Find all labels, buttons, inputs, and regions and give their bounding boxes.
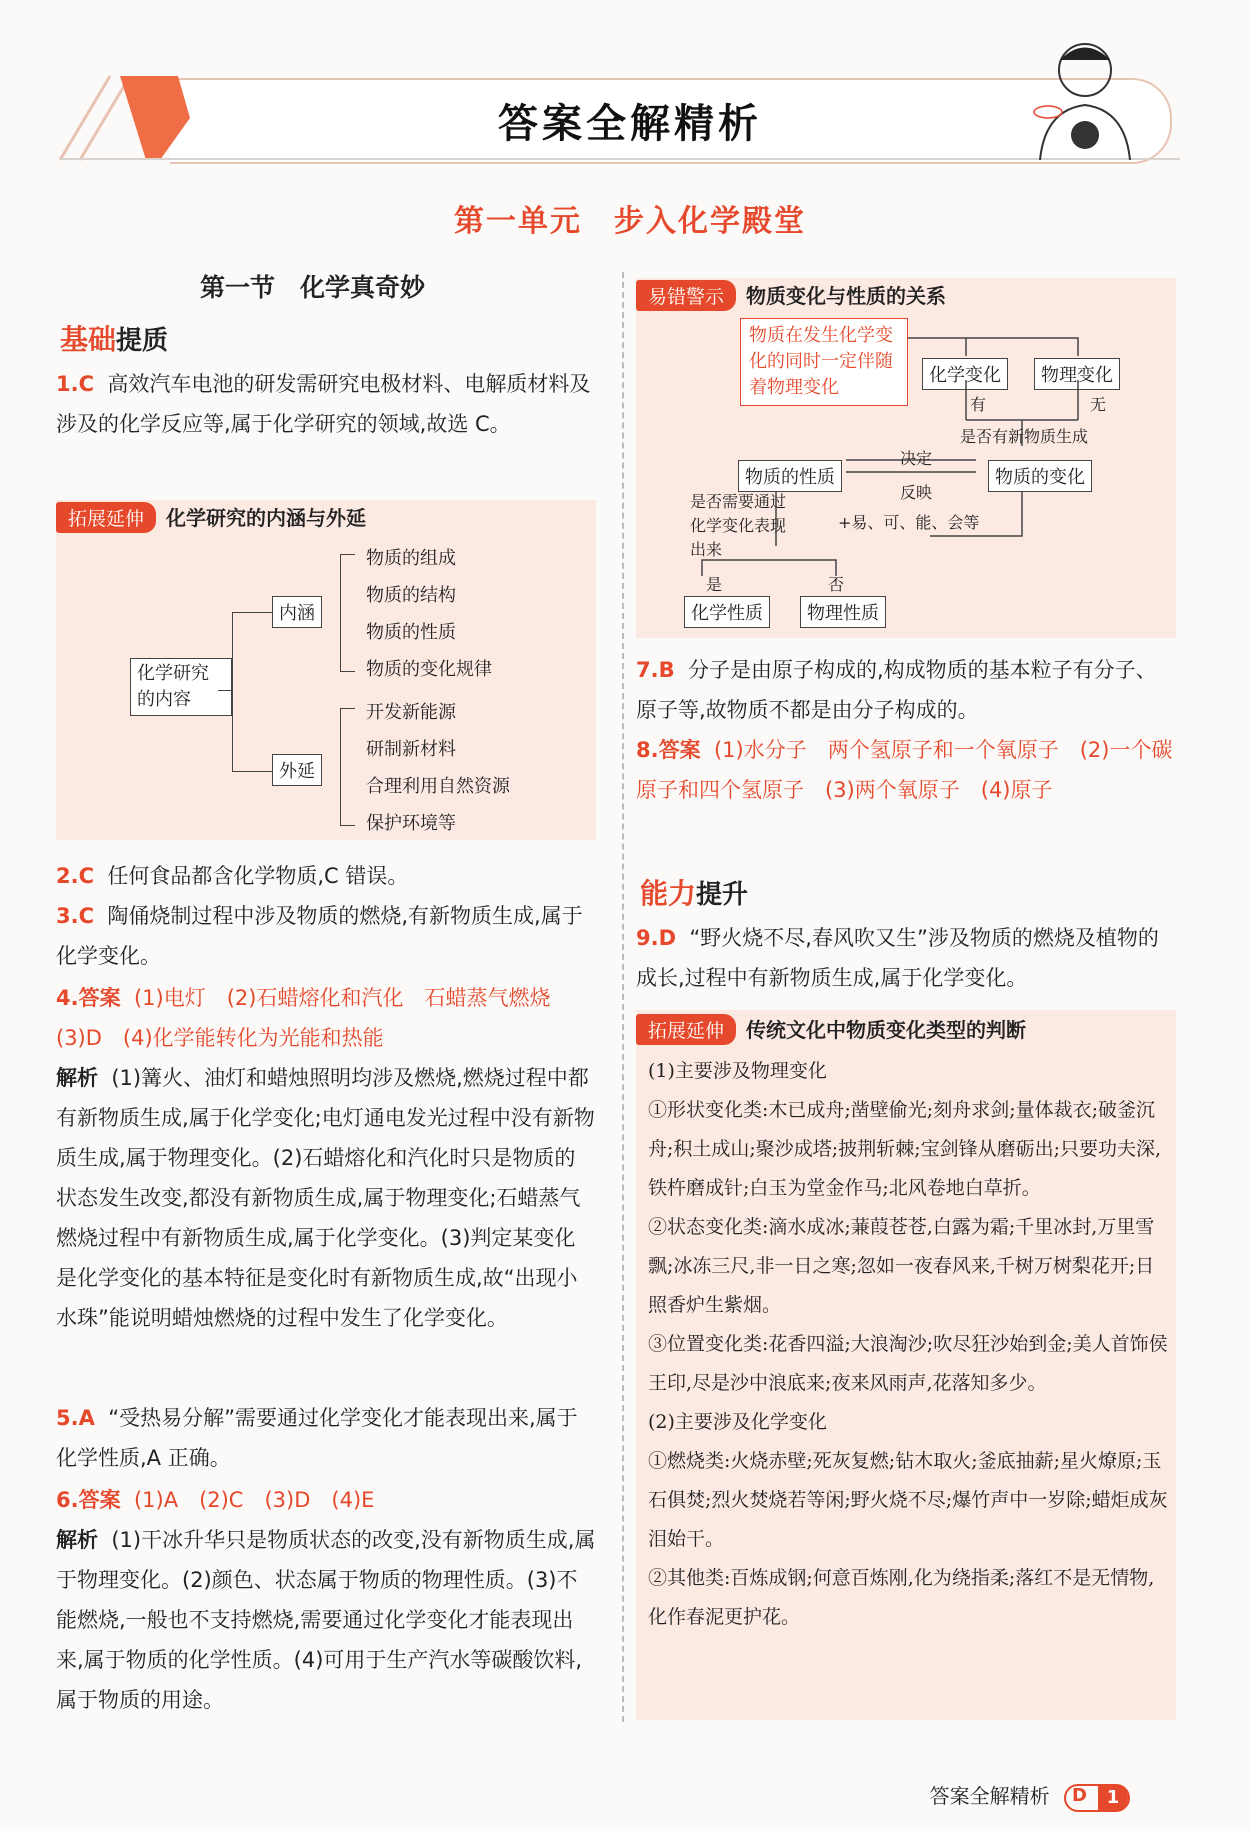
ability-heading-1: 能力 [640, 877, 697, 910]
ext2-header [636, 1014, 1026, 1045]
ext2-line: ②其他类:百炼成钢;何意百炼刚,化为绕指柔;落红不是无情物,化作春泥更护花。 [648, 1567, 1155, 1628]
ext1-title: 化学研究的内涵与外延 [166, 506, 367, 530]
warn-title: 物质变化与性质的关系 [746, 284, 947, 308]
q4-text: (1)篝火、油灯和蜡烛照明均涉及燃烧,燃烧过程中都有新物质生成,属于化学变化;电灯通电发光过程中没有新物质生成,属于物理变化。(2)石蜡熔化和汽化时只是物质的状态发生改变,都没有新物质生成,属于物理变化;石蜡蒸气燃烧过程中有新物质生成,属于化学变化。(3)判定某变化是化学变化的基本特征是变化时有新物质生成,故“出现小水珠”能说明蜡烛燃烧的过程中发生了化学变化。 [56, 1066, 595, 1330]
basic-heading [60, 318, 168, 358]
q3-num: 3.C [56, 904, 95, 928]
property-box: 物质的性质 [738, 460, 842, 492]
no-label: 否 [828, 575, 845, 594]
q7-num: 7.B [636, 658, 675, 682]
page-title: 答案全解精析 [498, 101, 762, 147]
q8-num: 8.答案 [636, 738, 701, 762]
q5-text: “受热易分解”需要通过化学变化才能表现出来,属于化学性质,A 正确。 [56, 1406, 578, 1470]
ext2-title: 传统文化中物质变化类型的判断 [746, 1018, 1027, 1042]
q8 [636, 730, 1176, 810]
tree-branch [232, 612, 273, 772]
tree-outer: 外延 [272, 754, 322, 786]
warn-header [636, 280, 946, 311]
q6-jx-label: 解析 [56, 1528, 98, 1552]
inner-item: 物质的性质 [366, 622, 456, 643]
tree-root: 化学研究的内容 [130, 658, 232, 716]
warn-redbox: 物质在发生化学变化的同时一定伴随着物理变化 [740, 318, 908, 406]
page-badge [1064, 1784, 1130, 1812]
outer-item: 合理利用自然资源 [366, 776, 510, 797]
tree-inner: 内涵 [272, 596, 322, 628]
ext2-line: ②状态变化类:滴水成冰;蒹葭苍苍,白露为霜;千里冰封,万里雪飘;冰冻三尺,非一日之寒;忽如一夜春风来,千树万树梨花开;日照香炉生紫烟。 [648, 1216, 1155, 1316]
q9-text: “野火烧不尽,春风吹又生”涉及物质的燃烧及植物的成长,过程中有新物质生成,属于化学变化。 [636, 926, 1159, 990]
q2-text: 任何食品都含化学物质,C 错误。 [107, 864, 409, 888]
reflect-label: 反映 [900, 483, 933, 502]
yes-label: 是 [706, 575, 723, 594]
q7 [636, 650, 1176, 730]
tree-stem [218, 690, 232, 691]
q3 [56, 896, 596, 976]
warn-tag: 易错警示 [636, 280, 736, 311]
outer-item: 研制新材料 [366, 739, 456, 760]
new-substance-label: 是否有新物质生成 [960, 427, 1089, 446]
q1-text: 高效汽车电池的研发需研究电极材料、电解质材料及涉及的化学反应等,属于化学研究的领域,故选 C。 [56, 372, 591, 436]
header-stripes [50, 72, 190, 164]
easy-label: +易、可、能、会等 [838, 513, 980, 532]
scientist-illustration [1010, 30, 1160, 162]
section-title: 第一节 化学真奇妙 [200, 273, 426, 302]
q4 [56, 978, 596, 1338]
q1-num: 1.C [56, 372, 95, 396]
ext1-tag: 拓展延伸 [56, 502, 156, 533]
ext2-line: ①燃烧类:火烧赤壁;死灰复燃;钻木取火;釜底抽薪;星火燎原;玉石俱焚;烈火焚烧若等闲;野火烧不尽;爆竹声中一岁除;蜡炬成灰泪始干。 [648, 1450, 1168, 1550]
ext2-tag: 拓展延伸 [636, 1014, 736, 1045]
none-label: 无 [1090, 395, 1107, 414]
page-number: 1 [1098, 1784, 1128, 1812]
page-footer [930, 1780, 1130, 1812]
chem-prop-box: 化学性质 [684, 596, 770, 628]
ext2-line: (1)主要涉及物理变化 [648, 1060, 827, 1082]
footer-letter: D [1072, 1784, 1087, 1806]
outer-list [366, 694, 510, 842]
tree-outer-branch [340, 708, 355, 826]
basic-heading-2: 提质 [116, 326, 169, 356]
inner-item: 物质的结构 [366, 585, 456, 606]
q7-text: 分子是由原子构成的,构成物质的基本粒子有分子、原子等,故物质不都是由分子构成的。 [636, 658, 1157, 722]
q3-text: 陶俑烧制过程中涉及物质的燃烧,有新物质生成,属于化学变化。 [56, 904, 583, 968]
q6-text: (1)干冰升华只是物质状态的改变,没有新物质生成,属于物理变化。(2)颜色、状态属于物质的物理性质。(3)不能燃烧,一般也不支持燃烧,需要通过化学变化才能表现出来,属于物质的化学性质。(4)可用于生产汽水等碳酸饮料,属于物质的用途。 [56, 1528, 596, 1712]
phys-change-box: 物理变化 [1034, 358, 1120, 390]
ext2-line: ①形状变化类:木已成舟;凿壁偷光;刻舟求剑;量体裁衣;破釜沉舟;积土成山;聚沙成塔;披荆斩棘;宝剑锋从磨砺出;只要功夫深,铁杵磨成针;白玉为堂金作马;北风卷地白草折。 [648, 1099, 1162, 1199]
phys-prop-box: 物理性质 [800, 596, 886, 628]
q2 [56, 856, 596, 896]
ext2-line: (2)主要涉及化学变化 [648, 1411, 827, 1433]
q1 [56, 364, 596, 444]
q5 [56, 1398, 596, 1478]
q6 [56, 1480, 596, 1720]
change-box: 物质的变化 [988, 460, 1092, 492]
ability-heading [640, 872, 748, 912]
need-label: 是否需要通过化学变化表现出来 [690, 492, 787, 559]
inner-item: 物质的变化规律 [366, 659, 492, 680]
outer-item: 开发新能源 [366, 702, 456, 723]
column-divider [622, 272, 624, 1722]
q6-answer: (1)A (2)C (3)D (4)E [133, 1488, 375, 1512]
q2-num: 2.C [56, 864, 95, 888]
tree-inner-branch [340, 554, 355, 672]
ext2-line: ③位置变化类:花香四溢;大浪淘沙;吹尽狂沙始到金;美人首饰侯王印,尽是沙中浪底来;夜来风雨声,花落知多少。 [648, 1333, 1168, 1394]
inner-item: 物质的组成 [366, 548, 456, 569]
q9-num: 9.D [636, 926, 677, 950]
ext1-header [56, 502, 596, 533]
has-label: 有 [970, 395, 987, 414]
q8-answer: (1)水分子 两个氢原子和一个氧原子 (2)一个碳原子和四个氢原子 (3)两个氧原子 (4)原子 [636, 738, 1173, 802]
q4-jx-label: 解析 [56, 1066, 98, 1090]
basic-heading-1: 基础 [60, 323, 117, 356]
decide-label: 决定 [900, 449, 933, 468]
footer-text: 答案全解精析 [929, 1784, 1050, 1808]
q9 [636, 918, 1176, 998]
ability-heading-2: 提升 [696, 880, 749, 910]
q6-num: 6.答案 [56, 1488, 121, 1512]
unit-title: 第一单元 步入化学殿堂 [454, 204, 806, 239]
chem-change-box: 化学变化 [922, 358, 1008, 390]
ext2-body [648, 1052, 1168, 1637]
inner-list [366, 540, 492, 688]
q4-num: 4.答案 [56, 986, 121, 1010]
outer-item: 保护环境等 [366, 813, 456, 834]
q4-answer: (1)电灯 (2)石蜡熔化和汽化 石蜡蒸气燃烧 (3)D (4)化学能转化为光能和热能 [56, 986, 572, 1050]
q5-num: 5.A [56, 1406, 95, 1430]
